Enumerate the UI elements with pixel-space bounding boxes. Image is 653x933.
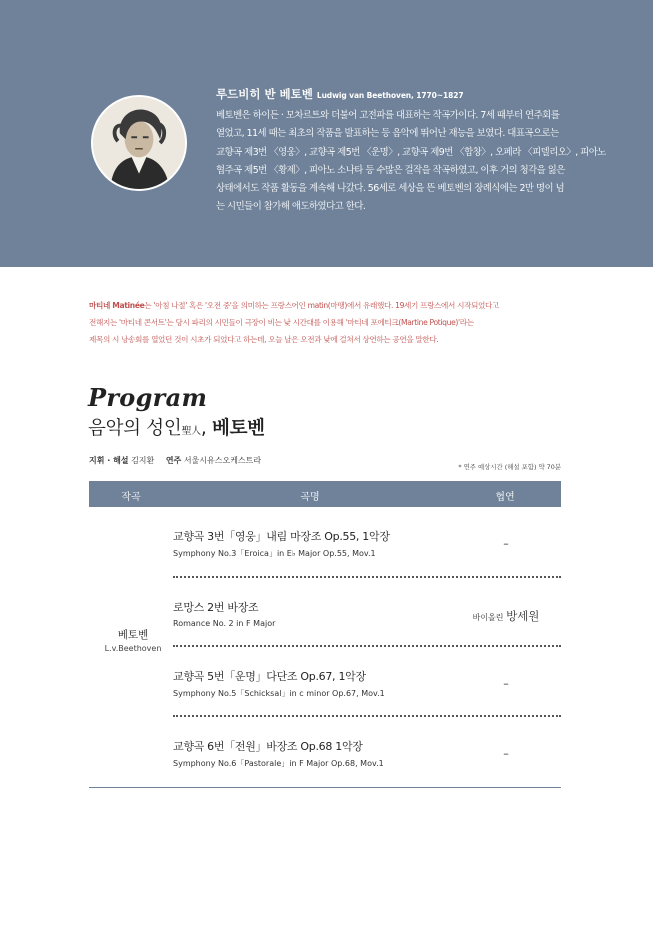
piece-title-ko: 교향곡 3번「영웅」내림 마장조 Op.55, 1악장 xyxy=(173,530,390,543)
piece-title-en: Romance No. 2 in F Major xyxy=(173,619,276,628)
program-row xyxy=(173,528,561,559)
matinee-line-text: 는 '아침 나절' 혹은 '오전 중'을 의미하는 프랑스어인 matin(마땡)에서 유래했다. 19세기 프랑스에서 시작되었다고 xyxy=(144,301,499,310)
conductor-name: 김지환 xyxy=(131,456,155,465)
piece-title-en: Symphony No.5「Schicksal」in c minor Op.67, Mov.1 xyxy=(173,689,385,698)
row-divider xyxy=(173,715,561,717)
bio-line: 베토벤은 하이든 · 모차르트와 더불어 고전파를 대표하는 작곡가이다. 7세 때부터 연주회를 xyxy=(216,110,560,121)
piece-title-ko: 교향곡 6번「전원」바장조 Op.68 1악장 xyxy=(173,740,363,753)
performer-role: 바이올린 xyxy=(472,613,504,622)
subtitle-hanja: 聖人 xyxy=(181,426,201,437)
subtitle-composer: 베토벤 xyxy=(212,418,265,439)
program-subtitle xyxy=(88,414,265,440)
subtitle-comma: , xyxy=(200,418,207,439)
row-divider xyxy=(173,576,561,578)
bio-line: 협주곡 제5번 〈황제〉, 피아노 소나타 등 수많은 걸작을 작곡하였고, 이후 거의 청각을 잃은 xyxy=(216,164,565,176)
bio-name-ko: 루드비히 반 베토벤 xyxy=(216,87,313,101)
performer-cell xyxy=(465,608,547,624)
composer-name-en: L.v.Beethoven xyxy=(104,644,162,653)
performance-credits xyxy=(89,455,261,466)
composer-name-ko: 베토벤 xyxy=(117,629,149,641)
header-composer: 작곡 xyxy=(121,492,141,503)
matinee-line: 제목의 시 낭송회를 열었던 것이 시초가 되었다고 하는데, 오늘 날은 오전과 낮에 걸쳐서 상연하는 공연을 말한다. xyxy=(89,335,439,344)
matinee-line: 전해지는 '마티네 콘서트'는 당시 파리의 시민들이 극장이 비는 낮 시간대를 이용해 '마티네 포에티크(Martine Potique)'라는 xyxy=(89,318,474,327)
orchestra-label: 연주 xyxy=(165,456,182,465)
performer-name: 방세원 xyxy=(506,609,540,623)
header-title: 곡명 xyxy=(300,492,320,503)
program-heading: Program xyxy=(88,383,208,412)
table-bottom-rule xyxy=(89,787,561,788)
portrait-illustration xyxy=(93,97,185,189)
bio-line: 열었고, 11세 때는 최초의 작품을 발표하는 등 음악에 뛰어난 재능을 보였다. 대표곡으로는 xyxy=(216,128,559,140)
piece-title-en: Symphony No.6「Pastorale」in F Major Op.68, Mov.1 xyxy=(173,759,384,768)
bio-name-en: Ludwig van Beethoven, 1770~1827 xyxy=(316,91,464,100)
beethoven-portrait xyxy=(91,95,187,191)
composer-cell xyxy=(89,627,177,653)
orchestra-name: 서울시유스오케스트라 xyxy=(183,456,262,465)
duration-note: * 연주 예상시간 (해설 포함) 약 70분 xyxy=(458,463,561,471)
program-row xyxy=(173,738,561,769)
bio-line: 는 시민들이 참가해 애도하였다고 한다. xyxy=(216,201,366,213)
program-table-header xyxy=(89,481,561,507)
matinee-line xyxy=(89,297,569,314)
piece-title-en: Symphony No.3「Eroica」in E♭ Major Op.55, Mov.1 xyxy=(173,549,376,558)
conductor-label: 지휘 · 해설 xyxy=(89,456,129,465)
program-row xyxy=(173,668,561,699)
composer-bio-title xyxy=(216,86,463,102)
subtitle-main: 음악의 성인 xyxy=(88,418,182,439)
performer-cell: – xyxy=(503,677,509,690)
composer-bio-text xyxy=(216,107,608,217)
matinee-term: 마티네 Matinée xyxy=(89,301,145,310)
program-row xyxy=(173,599,561,628)
performer-cell: – xyxy=(503,747,509,760)
header-performer: 협연 xyxy=(495,492,515,503)
bio-line: 상태에서도 작품 활동을 계속해 나갔다. 56세로 세상을 뜬 베토벤의 장례식에는 2만 명이 넘 xyxy=(216,183,565,195)
performer-cell: – xyxy=(503,537,509,550)
matinee-explanation xyxy=(89,297,569,348)
biography-banner xyxy=(0,0,653,267)
piece-title-ko: 교향곡 5번「운명」다단조 Op.67, 1악장 xyxy=(173,670,366,683)
row-divider xyxy=(173,645,561,647)
bio-line: 교향곡 제3번 〈영웅〉, 교향곡 제5번 〈운명〉, 교향곡 제9번 〈합창〉, 오페라 〈피델리오〉, 피아노 xyxy=(216,146,606,158)
piece-title-ko: 로망스 2번 바장조 xyxy=(173,601,259,614)
